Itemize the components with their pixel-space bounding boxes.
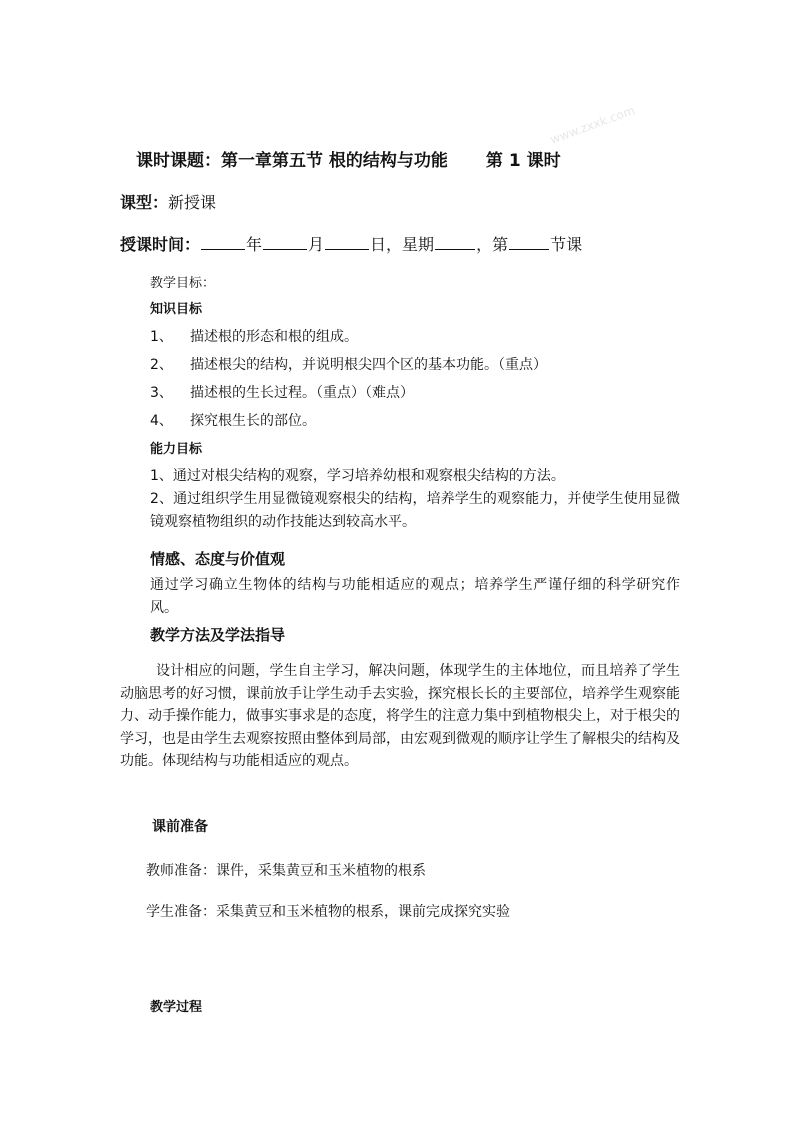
month-blank[interactable] (263, 235, 307, 250)
schedule-label: 授课时间： (120, 235, 201, 254)
weekday-blank[interactable] (435, 235, 475, 250)
schedule-period: 节课 (550, 235, 583, 254)
lesson-title (136, 146, 561, 171)
knowledge-item (150, 410, 316, 430)
process-heading: 教学过程 (150, 1000, 203, 1015)
course-type-value: 新授课 (168, 193, 217, 212)
title-label: 课时课题： (136, 151, 221, 171)
title-lesson: 第 1 课时 (485, 151, 561, 171)
watermark: www.zxxk.com (548, 103, 637, 147)
year-blank[interactable] (201, 235, 245, 250)
period-blank[interactable] (509, 235, 549, 250)
knowledge-item-text: 描述根尖的结构，并说明根尖四个区的基本功能。（重点） (190, 357, 547, 373)
emotion-text: 通过学习确立生物体的结构与功能相适应的观点；培养学生严谨仔细的科学研究作风。 (150, 577, 680, 616)
objectives-heading: 教学目标： (150, 276, 216, 291)
knowledge-item (150, 354, 547, 374)
knowledge-item-num: 4、 (150, 413, 173, 429)
schedule-year: 年 (246, 235, 263, 254)
day-blank[interactable] (325, 235, 369, 250)
knowledge-item-text: 描述根的形态和根的组成。 (190, 329, 358, 345)
knowledge-item-text: 描述根的生长过程。（重点）（难点） (190, 385, 414, 401)
knowledge-item (150, 326, 358, 346)
preparation-heading: 课前准备 (152, 819, 208, 835)
course-type (120, 190, 216, 213)
knowledge-heading: 知识目标 (150, 302, 203, 317)
schedule-comma: ，第 (476, 235, 509, 254)
schedule (120, 232, 582, 255)
knowledge-item-num: 1、 (150, 329, 173, 345)
ability-item: 1、通过对根尖结构的观察，学习培养幼根和观察根尖结构的方法。 (150, 468, 565, 484)
method-heading: 教学方法及学法指导 (150, 626, 286, 644)
teacher-preparation: 教师准备：课件，采集黄豆和玉米植物的根系 (146, 863, 426, 879)
method-text: 设计相应的问题，学生自主学习，解决问题，体现学生的主体地位，而且培养了学生动脑思考的好习惯，课前放手让学生动手去实验，探究根长长的主要部位，培养学生观察能力、动手操作能力，做事实事求是的态度，将学生的注意力集中到植物根尖上，对于根尖的学习，也是由学生去观察按照由整体到局部，由宏观到微观的顺序让学生了解根尖的结构及功能。体现结构与功能相适应的观点。 (120, 663, 680, 769)
student-preparation: 学生准备：采集黄豆和玉米植物的根系，课前完成探究实验 (146, 904, 510, 920)
schedule-month: 月 (308, 235, 325, 254)
course-type-label: 课型： (120, 193, 169, 212)
knowledge-item-num: 2、 (150, 357, 173, 373)
knowledge-item-num: 3、 (150, 385, 173, 401)
title-topic: 第一章第五节 根的结构与功能 (221, 151, 448, 171)
ability-heading: 能力目标 (150, 442, 203, 457)
knowledge-item-text: 探究根生长的部位。 (190, 413, 316, 429)
ability-item: 2、通过组织学生用显微镜观察根尖的结构，培养学生的观察能力，并使学生使用显微镜观察植物组织的动作技能达到较高水平。 (150, 491, 680, 530)
knowledge-item (150, 382, 414, 402)
schedule-day: 日，星期 (370, 235, 435, 254)
emotion-heading: 情感、态度与价值观 (150, 550, 286, 568)
